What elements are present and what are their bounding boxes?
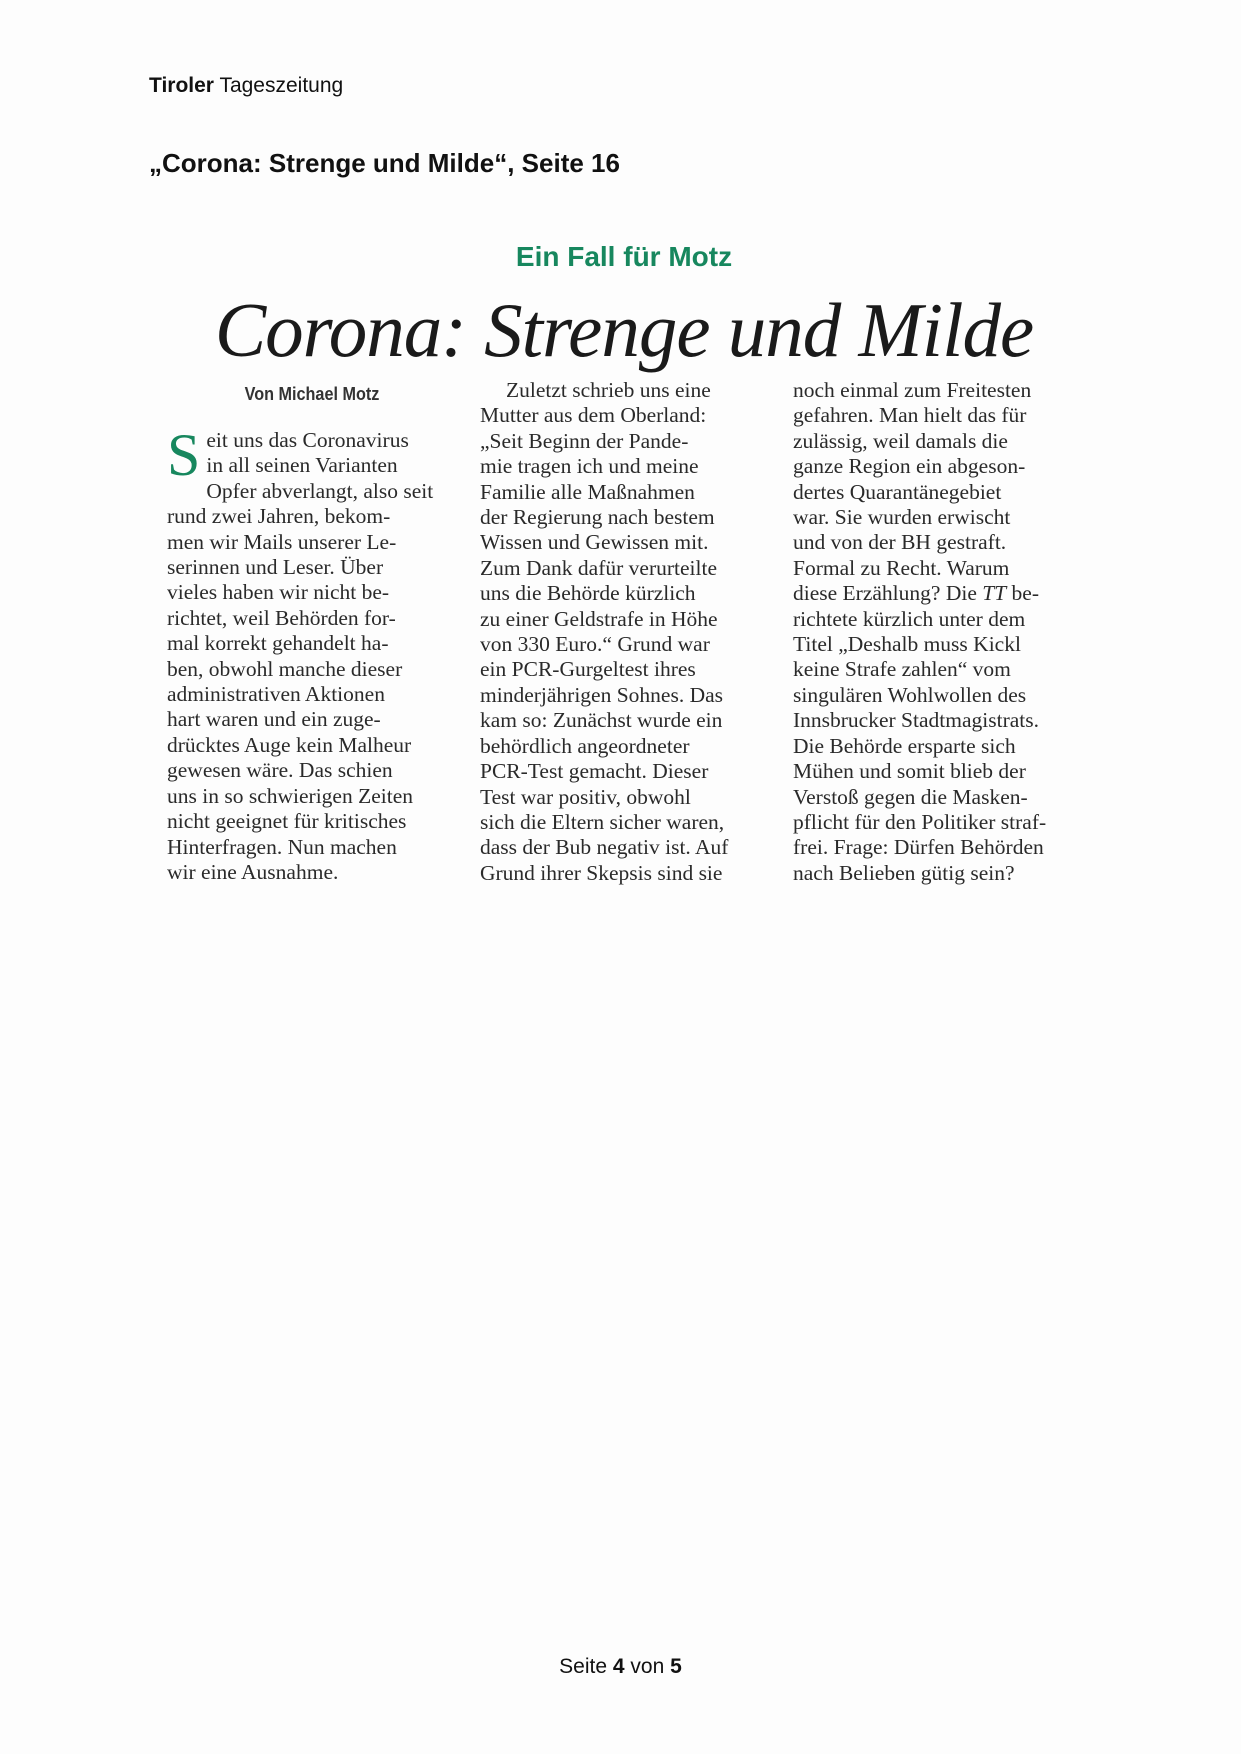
article-column-3 [793,378,1083,886]
text-line: gewesen wäre. Das schien [167,758,393,783]
text-line: Formal zu Recht. Warum [793,555,1010,580]
text-line: singulären Wohlwollen des [793,682,1027,707]
page-number [0,1655,1241,1679]
text-line: wir eine Ausnahme. [167,859,339,884]
article-column-2 [480,378,765,886]
text-line: ein PCR-Gurgeltest ihres [480,657,696,682]
text-line: war. Sie wurden erwischt [793,505,1011,530]
text-line: „Seit Beginn der Pande- [480,428,689,453]
text-line: noch einmal zum Freitesten [793,378,1032,402]
text-line: von 330 Euro.“ Grund war [480,632,710,657]
page-of: von [630,1655,665,1678]
text-line: minderjährigen Sohnes. Das [480,682,724,707]
text-line: in all seinen Varianten [206,453,398,478]
text-line: pflicht für den Politiker straf- [793,809,1047,834]
text-line: Die Behörde ersparte sich [793,733,1016,758]
text-line: uns die Behörde kürzlich [480,581,696,606]
article-kicker: Ein Fall für Motz [515,241,733,272]
text-line: Opfer abverlangt, also seit [206,478,434,503]
total-pages: 5 [670,1655,682,1678]
text-line: eit uns das Coronavirus [206,428,409,452]
text-line: sich die Eltern sicher waren, [480,809,725,834]
page-label: Seite [559,1655,608,1678]
text-line: nicht geeignet für kritisches [167,809,407,834]
text-line: dertes Quarantänegebiet [793,479,1002,504]
text-line: zulässig, weil damals die [793,428,1008,453]
text-line: Titel „Deshalb muss Kickl [793,632,1021,657]
article-reference: „Corona: Strenge und Milde“, Seite 16 [149,148,620,178]
text-line: hart waren und ein zuge- [167,707,381,732]
text-line: kam so: Zunächst wurde ein [480,708,723,733]
text-line: uns in so schwierigen Zeiten [167,783,414,808]
text-line: diese Erzählung? Die TT be- [793,581,1039,606]
text-line: frei. Frage: Dürfen Behörden [793,835,1044,860]
text-line: keine Strafe zahlen“ vom [793,657,1011,682]
text-line: Mutter aus dem Oberland: [480,403,707,428]
source-rest: Tageszeitung [219,74,344,97]
text-line: zu einer Geldstrafe in Höhe [480,606,718,631]
text-line: und von der BH gestraft. [793,530,1007,555]
text-line: PCR-Test gemacht. Dieser [480,759,709,784]
text-line: richtete kürzlich unter dem [793,606,1026,631]
newspaper-source [149,74,343,98]
text-line: vieles haben wir nicht be- [167,580,390,605]
text-line: mie tragen ich und meine [480,454,699,479]
text-line: administrativen Aktionen [167,682,385,707]
text-line: der Regierung nach bestem [480,505,715,530]
byline: Von Michael Motz [244,384,380,404]
text-line: dass der Bub negativ ist. Auf [480,835,729,860]
text-line: gefahren. Man hielt das für [793,403,1027,428]
text-line: behördlich angeordneter [480,733,690,758]
text-line: drücktes Auge kein Malheur [167,732,412,757]
text-line: Zum Dank dafür verurteilte [480,555,718,580]
article-headline: Corona: Strenge und Milde [214,287,1034,373]
text-line: serinnen und Leser. Über [167,555,384,580]
text-line: Innsbrucker Stadtmagistrats. [793,708,1040,733]
text-line: Verstoß gegen die Masken- [793,784,1028,809]
text-line: Hinterfragen. Nun machen [167,834,397,859]
text-line: mal korrekt gehandelt ha- [167,631,389,656]
text-line: Familie alle Maßnahmen [480,479,695,504]
text-line: Grund ihrer Skepsis sind sie [480,860,723,885]
text-line: Zuletzt schrieb uns eine [506,378,711,402]
text-line: Test war positiv, obwohl [480,784,691,809]
text-line: nach Belieben gütig sein? [793,860,1015,885]
source-bold: Tiroler [149,74,214,97]
text-line: ben, obwohl manche dieser [167,656,403,681]
current-page: 4 [612,1655,625,1678]
text-line: richtet, weil Behörden for- [167,605,396,630]
text-line: men wir Mails unserer Le- [167,529,397,554]
drop-cap: S [167,422,201,488]
text-line: Mühen und somit blieb der [793,759,1026,784]
text-line: ganze Region ein abgeson- [793,454,1026,479]
article-column-1 [167,422,452,885]
text-line: rund zwei Jahren, bekom- [167,504,391,529]
text-line: Wissen und Gewissen mit. [480,530,709,555]
